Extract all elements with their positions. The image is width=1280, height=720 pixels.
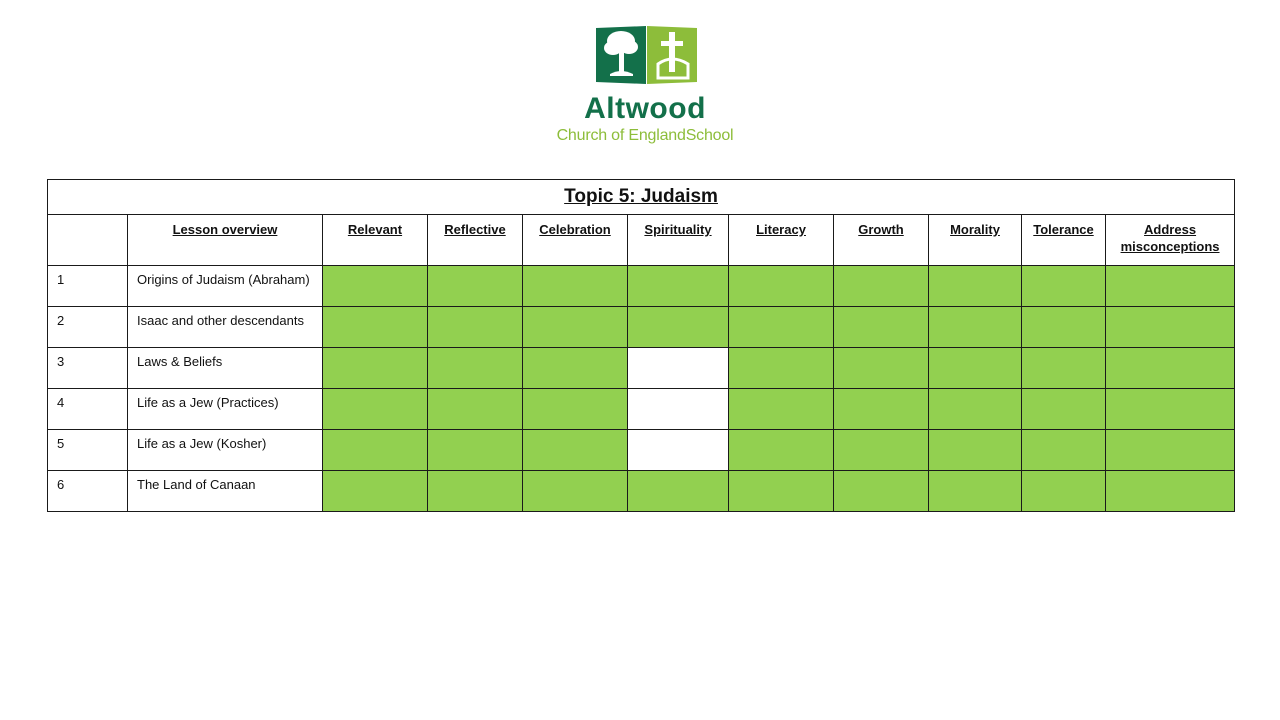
criterion-covered-cell bbox=[323, 348, 428, 389]
criterion-covered-cell bbox=[428, 307, 523, 348]
criterion-covered-cell bbox=[834, 389, 929, 430]
criterion-covered-cell bbox=[929, 307, 1022, 348]
criterion-covered-cell bbox=[1106, 348, 1235, 389]
criterion-covered-cell bbox=[1022, 307, 1106, 348]
column-header: Relevant bbox=[323, 215, 428, 266]
lesson-title: Life as a Jew (Practices) bbox=[128, 389, 323, 430]
criterion-covered-cell bbox=[1022, 430, 1106, 471]
criterion-covered-cell bbox=[1022, 266, 1106, 307]
table-row bbox=[48, 348, 1235, 389]
criterion-covered-cell bbox=[628, 471, 729, 512]
criterion-covered-cell bbox=[323, 266, 428, 307]
table-row bbox=[48, 471, 1235, 512]
criterion-covered-cell bbox=[1106, 389, 1235, 430]
lesson-number: 2 bbox=[48, 307, 128, 348]
criterion-covered-cell bbox=[1106, 266, 1235, 307]
column-header: Lesson overview bbox=[128, 215, 323, 266]
criterion-covered-cell bbox=[929, 389, 1022, 430]
topic-table bbox=[47, 179, 1235, 512]
column-header: Address misconceptions bbox=[1106, 215, 1235, 266]
lesson-number: 1 bbox=[48, 266, 128, 307]
lesson-number: 3 bbox=[48, 348, 128, 389]
criterion-covered-cell bbox=[929, 266, 1022, 307]
criterion-covered-cell bbox=[834, 471, 929, 512]
table-title: Topic 5: Judaism bbox=[48, 180, 1235, 215]
criterion-covered-cell bbox=[1106, 471, 1235, 512]
criterion-covered-cell bbox=[929, 430, 1022, 471]
column-header: Growth bbox=[834, 215, 929, 266]
criterion-covered-cell bbox=[1022, 389, 1106, 430]
column-header: Spirituality bbox=[628, 215, 729, 266]
criterion-covered-cell bbox=[628, 307, 729, 348]
criterion-covered-cell bbox=[523, 430, 628, 471]
lesson-title: Life as a Jew (Kosher) bbox=[128, 430, 323, 471]
criterion-covered-cell bbox=[1106, 430, 1235, 471]
school-subtitle: Church of EnglandSchool bbox=[556, 127, 734, 144]
lesson-title: Isaac and other descendants bbox=[128, 307, 323, 348]
criterion-empty-cell bbox=[628, 389, 729, 430]
criterion-covered-cell bbox=[523, 266, 628, 307]
criterion-covered-cell bbox=[929, 471, 1022, 512]
lesson-title: Origins of Judaism (Abraham) bbox=[128, 266, 323, 307]
criterion-covered-cell bbox=[834, 266, 929, 307]
criterion-covered-cell bbox=[523, 307, 628, 348]
criterion-empty-cell bbox=[628, 430, 729, 471]
criterion-covered-cell bbox=[1022, 348, 1106, 389]
criterion-covered-cell bbox=[729, 430, 834, 471]
criterion-covered-cell bbox=[729, 389, 834, 430]
lesson-title: Laws & Beliefs bbox=[128, 348, 323, 389]
criterion-covered-cell bbox=[729, 266, 834, 307]
criterion-covered-cell bbox=[523, 389, 628, 430]
criterion-covered-cell bbox=[428, 471, 523, 512]
column-header: Reflective bbox=[428, 215, 523, 266]
criterion-covered-cell bbox=[428, 348, 523, 389]
criterion-covered-cell bbox=[523, 348, 628, 389]
criterion-covered-cell bbox=[729, 348, 834, 389]
criterion-covered-cell bbox=[1106, 307, 1235, 348]
table-row bbox=[48, 266, 1235, 307]
column-header: Celebration bbox=[523, 215, 628, 266]
criterion-covered-cell bbox=[428, 389, 523, 430]
lesson-number: 6 bbox=[48, 471, 128, 512]
criterion-covered-cell bbox=[428, 266, 523, 307]
criterion-covered-cell bbox=[523, 471, 628, 512]
lesson-title: The Land of Canaan bbox=[128, 471, 323, 512]
lesson-number: 5 bbox=[48, 430, 128, 471]
criterion-covered-cell bbox=[834, 307, 929, 348]
column-header: Morality bbox=[929, 215, 1022, 266]
tree-cross-emblem-icon bbox=[596, 26, 697, 86]
lesson-number: 4 bbox=[48, 389, 128, 430]
criterion-covered-cell bbox=[323, 430, 428, 471]
table-row bbox=[48, 430, 1235, 471]
criterion-covered-cell bbox=[729, 471, 834, 512]
criterion-empty-cell bbox=[628, 348, 729, 389]
column-header: Literacy bbox=[729, 215, 834, 266]
criterion-covered-cell bbox=[323, 307, 428, 348]
criterion-covered-cell bbox=[729, 307, 834, 348]
column-header: Tolerance bbox=[1022, 215, 1106, 266]
criterion-covered-cell bbox=[834, 430, 929, 471]
criterion-covered-cell bbox=[834, 348, 929, 389]
table-row bbox=[48, 389, 1235, 430]
criterion-covered-cell bbox=[323, 389, 428, 430]
school-name: Altwood bbox=[584, 92, 706, 125]
criterion-covered-cell bbox=[1022, 471, 1106, 512]
criterion-covered-cell bbox=[428, 430, 523, 471]
criterion-covered-cell bbox=[628, 266, 729, 307]
header-row bbox=[48, 215, 1235, 266]
school-logo bbox=[540, 26, 750, 150]
column-header bbox=[48, 215, 128, 266]
criterion-covered-cell bbox=[323, 471, 428, 512]
table-row bbox=[48, 307, 1235, 348]
criterion-covered-cell bbox=[929, 348, 1022, 389]
